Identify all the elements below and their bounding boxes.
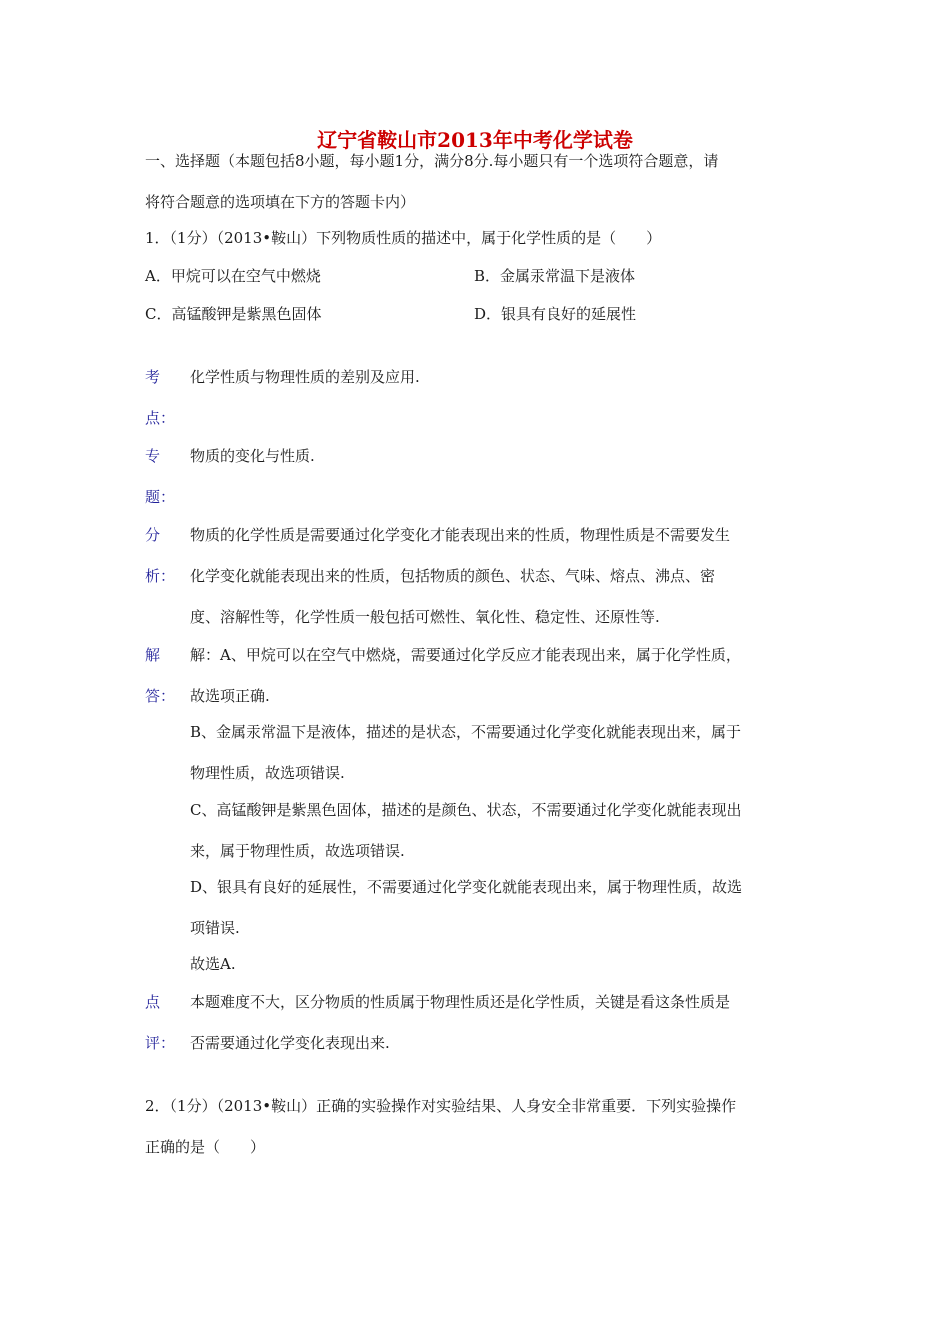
jieda-line-1: 解：A、甲烷可以在空气中燃烧，需要通过化学反应才能表现出来，属于化学性质， — [190, 646, 741, 664]
kaodian-label-2: 点： — [145, 409, 176, 427]
fenxi-line-1: 物质的化学性质是需要通过化学变化才能表现出来的性质，物理性质是不需要发生 — [190, 526, 731, 544]
question-2-stem-line-2: 正确的是（ ） — [145, 1138, 266, 1156]
question-1-option-a: A．甲烷可以在空气中燃烧 — [145, 267, 321, 285]
fenxi-line-2: 化学变化就能表现出来的性质，包括物质的颜色、状态、气味、熔点、沸点、密 — [190, 567, 716, 585]
zhuanti-label-1: 专 — [145, 447, 161, 465]
section-heading-line-1: 一、选择题（本题包括8小题，每小题1分，满分8分.每小题只有一个选项符合题意，请 — [145, 152, 719, 170]
question-1-option-c: C．高锰酸钾是紫黑色固体 — [145, 305, 322, 323]
jieda-line-3: B、金属汞常温下是液体，描述的是状态，不需要通过化学变化就能表现出来，属于 — [190, 723, 742, 741]
jieda-line-7: D、银具有良好的延展性，不需要通过化学变化就能表现出来，属于物理性质，故选 — [190, 878, 743, 896]
jieda-line-9: 故选A. — [190, 955, 236, 973]
zhuanti-label-2: 题： — [145, 488, 176, 506]
dianping-label-1: 点 — [145, 993, 161, 1011]
fenxi-line-3: 度、溶解性等，化学性质一般包括可燃性、氧化性、稳定性、还原性等. — [190, 608, 660, 626]
dianping-line-2: 否需要通过化学变化表现出来. — [190, 1034, 390, 1052]
section-heading-line-2: 将符合题意的选项填在下方的答题卡内） — [145, 193, 416, 211]
question-1-option-b: B．金属汞常温下是液体 — [474, 267, 636, 285]
dianping-label-2: 评： — [145, 1034, 176, 1052]
jieda-line-5: C、高锰酸钾是紫黑色固体，描述的是颜色、状态，不需要通过化学变化就能表现出 — [190, 801, 742, 819]
fenxi-label-2: 析： — [145, 567, 176, 585]
jieda-line-6: 来，属于物理性质，故选项错误. — [190, 842, 405, 860]
jieda-label-2: 答： — [145, 687, 176, 705]
question-2-stem-line-1: 2．（1分）（2013•鞍山）正确的实验操作对实验结果、人身安全非常重要．下列实验操作 — [145, 1097, 737, 1115]
jieda-line-4: 物理性质，故选项错误. — [190, 764, 345, 782]
jieda-line-2: 故选项正确. — [190, 687, 270, 705]
question-1-stem: 1．（1分）（2013•鞍山）下列物质性质的描述中，属于化学性质的是（ ） — [145, 229, 662, 247]
fenxi-label-1: 分 — [145, 526, 161, 544]
jieda-label-1: 解 — [145, 646, 161, 664]
kaodian-label-1: 考 — [145, 368, 161, 386]
question-1-option-d: D．银具有良好的延展性 — [474, 305, 637, 323]
page-title: 辽宁省鞍山市2013年中考化学试卷 — [317, 128, 633, 152]
kaodian-text: 化学性质与物理性质的差别及应用. — [190, 368, 420, 386]
zhuanti-text: 物质的变化与性质. — [190, 447, 315, 465]
dianping-line-1: 本题难度不大，区分物质的性质属于物理性质还是化学性质，关键是看这条性质是 — [190, 993, 731, 1011]
jieda-line-8: 项错误. — [190, 919, 240, 937]
